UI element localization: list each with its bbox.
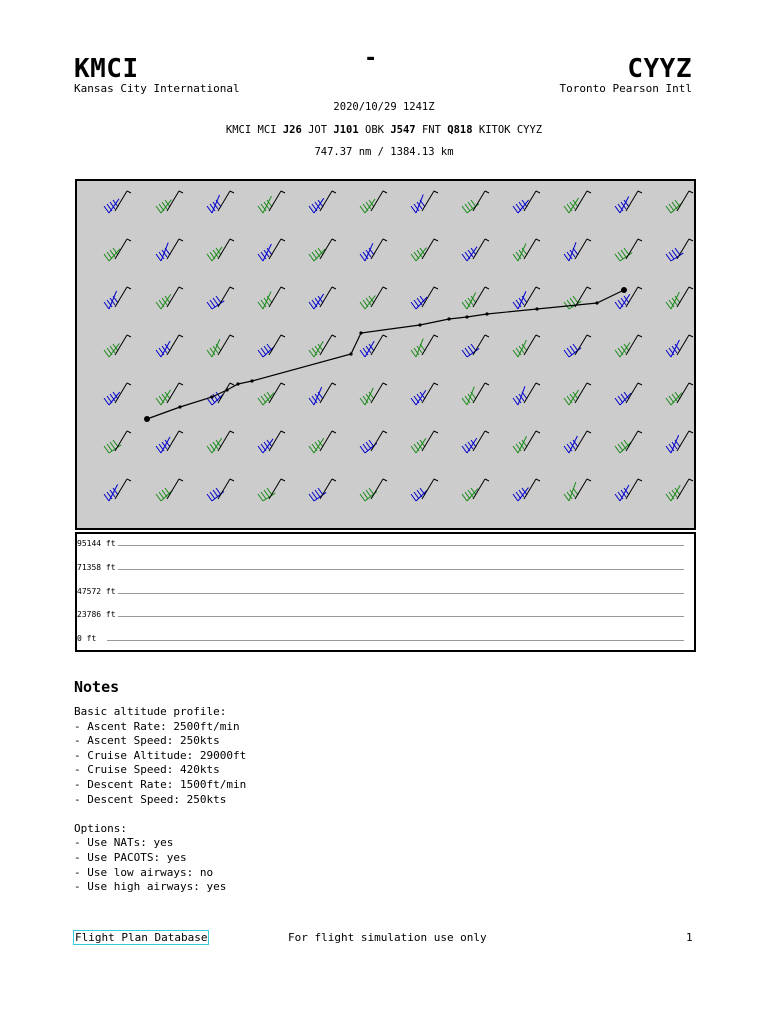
footer-disclaimer: For flight simulation use only [288,931,487,944]
route-waypoint [236,382,239,385]
wind-barb [309,383,336,405]
wind-barb [360,287,387,309]
wind-barb [462,335,489,357]
wind-barb [666,479,693,501]
wind-barb [104,239,131,261]
wind-barb [615,239,642,261]
route-fix: FNT [421,124,441,136]
wind-barb [564,479,591,501]
wind-barb [258,239,285,261]
altitude-label: 95144 ft [77,539,116,548]
route-waypoint [178,405,181,408]
note-line: - Ascent Rate: 2500ft/min [74,719,240,733]
wind-barb [309,479,336,501]
wind-barb [564,383,591,405]
route-fix: JOT [308,124,328,136]
wind-map [75,179,696,530]
wind-barb [411,383,438,405]
note-line: - Ascent Speed: 250kts [74,734,220,748]
wind-barb [156,191,183,213]
wind-barb [411,239,438,261]
route-airway: J547 [390,124,416,136]
altitude-gridline [107,569,684,570]
wind-barb [513,335,540,357]
wind-barb [360,479,387,501]
route-fix: CYYZ [516,124,543,136]
wind-barb [258,479,285,501]
wind-barb [666,191,693,213]
wind-barb [207,335,234,357]
altitude-gridline [107,593,684,594]
wind-barb [104,191,131,213]
route-airway: J101 [333,124,359,136]
wind-barb [309,335,336,357]
route-waypoint [418,323,421,326]
route-waypoint [359,331,362,334]
wind-map-canvas [77,181,694,528]
route-fix: OBK [365,124,384,136]
wind-barb [462,431,489,453]
wind-barb [411,287,438,309]
wind-barb [207,479,234,501]
wind-barb [411,335,438,357]
route-waypoint [595,301,598,304]
wind-barb [309,287,336,309]
note-line: - Use high airways: yes [74,880,227,894]
route-separator: - [364,46,378,71]
wind-barb [615,479,642,501]
route-waypoint [465,315,468,318]
wind-barb [258,335,285,357]
route-waypoint [621,287,627,293]
wind-barb [666,431,693,453]
wind-barb [207,239,234,261]
flight-plan-database-link[interactable]: Flight Plan Database [75,931,208,944]
note-line: - Use NATs: yes [74,836,174,850]
route-waypoint [144,416,150,422]
wind-barb [360,239,387,261]
wind-barb [666,239,693,261]
wind-barb [411,431,438,453]
wind-barb [309,191,336,213]
wind-barb [156,479,183,501]
altitude-profile [75,532,696,652]
wind-barb [309,239,336,261]
wind-barb [156,239,183,261]
wind-barb [104,335,131,357]
note-line: - Use low airways: no [74,865,214,879]
wind-barb [207,287,234,309]
wind-barb [564,431,591,453]
altitude-label: 0 ft [77,634,97,643]
arrival-name: Toronto Pearson Intl [559,82,692,95]
notes-title: Notes [74,678,120,696]
route-distance: 747.37 nm / 1384.13 km [314,146,454,158]
wind-barb [462,383,489,405]
wind-barb [156,335,183,357]
wind-barb [360,191,387,213]
wind-barb [615,383,642,405]
wind-barb [666,383,693,405]
wind-barb [411,479,438,501]
departure-code: KMCI [74,54,139,84]
wind-barb [104,431,131,453]
altitude-label: 23786 ft [77,610,116,619]
wind-barb [513,191,540,213]
wind-barb [258,431,285,453]
note-line: Basic altitude profile: [74,705,227,718]
note-line: - Cruise Speed: 420kts [74,763,220,777]
wind-barb [104,479,131,501]
wind-barb [258,383,285,405]
wind-barb [411,191,438,213]
route-waypoint [250,379,253,382]
arrival-code: CYYZ [627,54,692,84]
wind-barb [462,287,489,309]
altitude-gridline [107,616,684,617]
altitude-label: 71358 ft [77,563,116,572]
route-waypoint [349,352,352,355]
route-fix: KITOK [478,124,511,136]
route-airway: Q818 [447,124,473,136]
note-line: - Cruise Altitude: 29000ft [74,748,247,762]
wind-barb [258,191,285,213]
plan-date: 2020/10/29 1241Z [333,101,435,113]
wind-barb [258,287,285,309]
note-line: Options: [74,821,127,835]
note-line: - Descent Rate: 1500ft/min [74,778,247,791]
wind-barb [462,239,489,261]
wind-barb [564,239,591,261]
route-airway: J26 [282,124,302,136]
route-waypoint [447,317,450,320]
wind-barb [360,431,387,453]
wind-barb [360,335,387,357]
wind-barb [207,431,234,453]
wind-barb [615,335,642,357]
wind-barb [462,479,489,501]
wind-barb [615,287,642,309]
wind-barb [513,239,540,261]
altitude-label: 47572 ft [77,587,116,596]
wind-barb [104,287,131,309]
wind-barb [564,335,591,357]
wind-barb [207,383,234,405]
wind-barb [615,431,642,453]
note-line: - Descent Speed: 250kts [74,792,227,806]
departure-name: Kansas City International [74,82,240,95]
note-line: - Use PACOTS: yes [74,851,187,864]
wind-barb [513,287,540,309]
route-waypoint [210,395,213,398]
route-waypoint [535,307,538,310]
wind-barb [666,287,693,309]
wind-barb [564,191,591,213]
route-waypoint [485,312,488,315]
route-string [0,124,768,136]
altitude-gridline [107,640,684,641]
route-fix: MCI [257,124,277,136]
wind-barb [156,287,183,309]
wind-barb [156,383,183,405]
wind-barb [104,383,131,405]
wind-barb [513,431,540,453]
wind-barb [615,191,642,213]
page-number: 1 [686,931,693,944]
wind-barb [513,383,540,405]
wind-barb [360,383,387,405]
route-waypoint [225,388,228,391]
wind-barb [666,335,693,357]
wind-barb [156,431,183,453]
wind-barb [309,431,336,453]
wind-barb [462,191,489,213]
wind-barb [513,479,540,501]
wind-barb [207,191,234,213]
route-fix: KMCI [225,124,252,136]
altitude-gridline [107,545,684,546]
